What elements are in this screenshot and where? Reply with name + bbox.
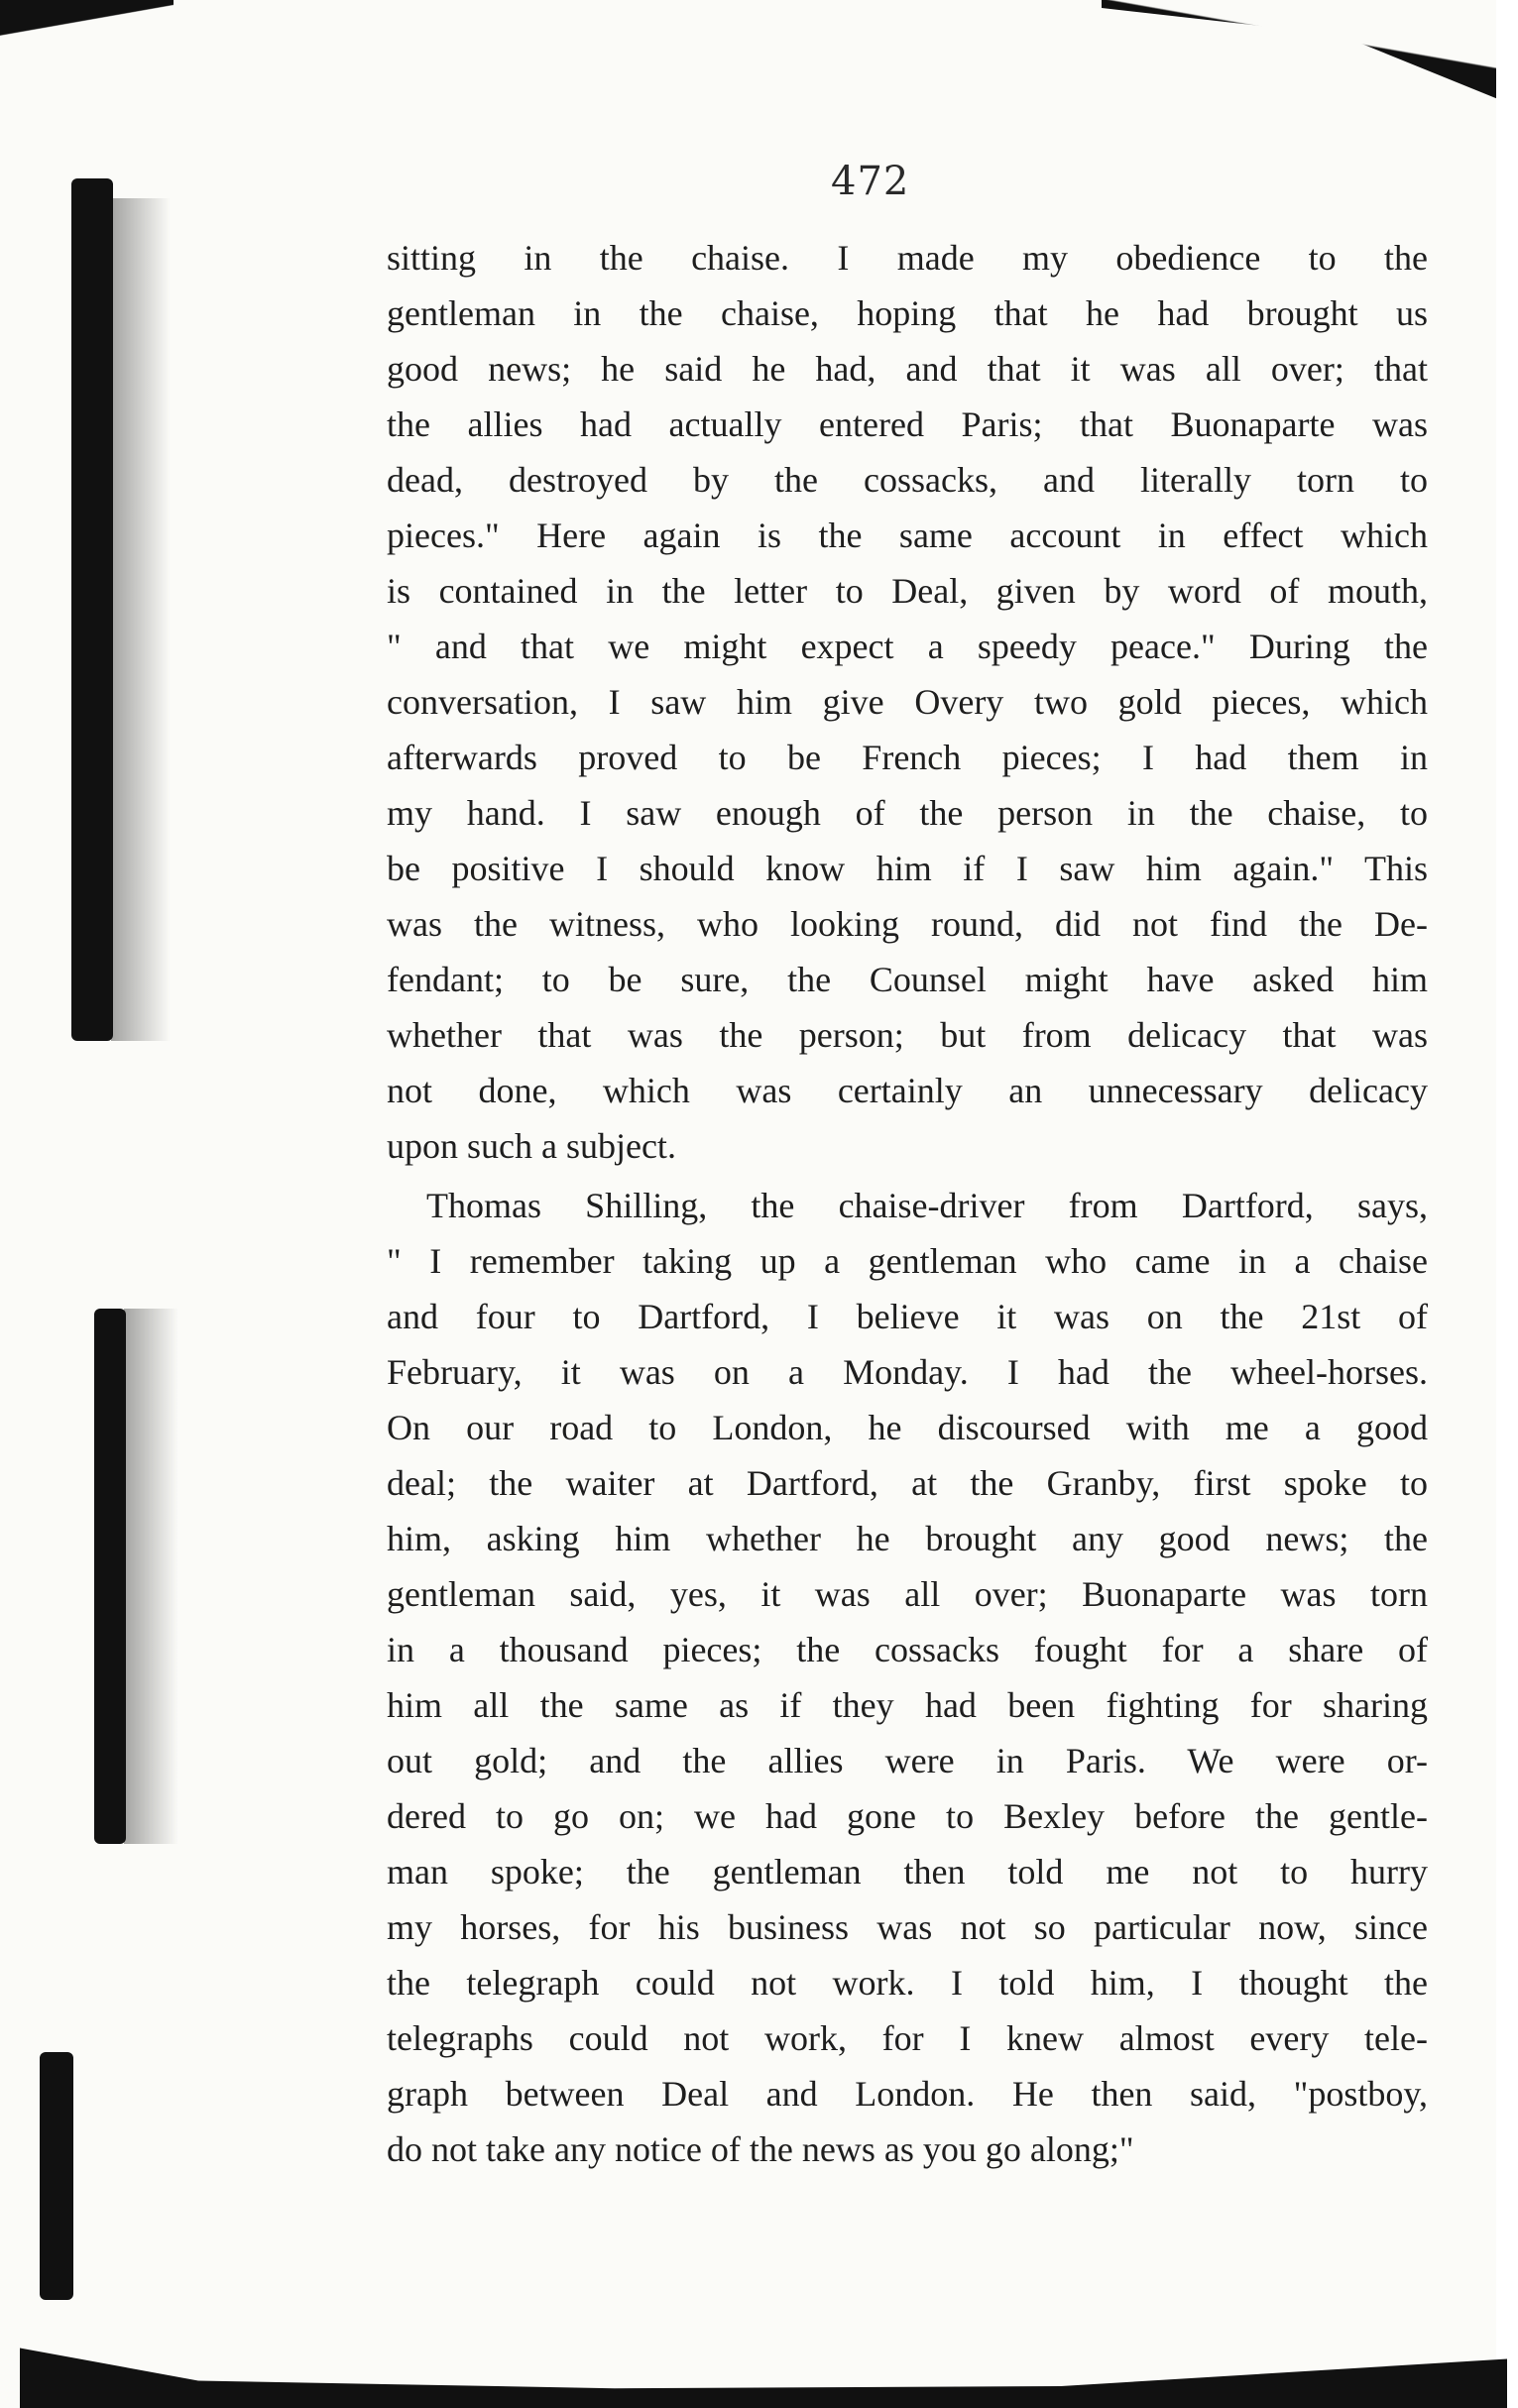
text-line: " I remember taking up a gentleman who came in a chaise <box>387 1241 1428 1281</box>
text-line: On our road to London, he discoursed with me a good <box>387 1408 1428 1447</box>
scan-shadow-left-1 <box>111 198 171 1041</box>
body-text <box>387 230 1428 2177</box>
text-line: gentleman in the chaise, hoping that he had brought us <box>387 293 1428 333</box>
text-line: him all the same as if they had been fighting for sharing <box>387 1685 1428 1725</box>
text-line: my hand. I saw enough of the person in the chaise, to <box>387 793 1428 833</box>
text-line: deal; the waiter at Dartford, at the Granby, first spoke to <box>387 1463 1428 1503</box>
text-line: the telegraph could not work. I told him, I thought the <box>387 1963 1428 2003</box>
text-line: not done, which was certainly an unnecessary delicacy <box>387 1071 1428 1110</box>
paragraph-2 <box>387 1178 1428 2177</box>
text-line: my horses, for his business was not so particular now, since <box>387 1907 1428 1947</box>
text-line: is contained in the letter to Deal, given by word of mouth, <box>387 571 1428 611</box>
text-line: man spoke; the gentleman then told me not to hurry <box>387 1852 1428 1892</box>
scan-edge-top-right <box>1102 0 1498 99</box>
text-line: in a thousand pieces; the cossacks fought for a share of <box>387 1630 1428 1669</box>
text-line: do not take any notice of the news as you go along;" <box>387 2129 1134 2169</box>
scan-binding-bar-2 <box>94 1309 126 1844</box>
text-line: dered to go on; we had gone to Bexley before the gentle- <box>387 1796 1428 1836</box>
scan-edge-bottom <box>20 2299 1507 2408</box>
text-line: upon such a subject. <box>387 1126 676 1166</box>
text-line: afterwards proved to be French pieces; I had them in <box>387 738 1428 777</box>
text-line: out gold; and the allies were in Paris. We were or- <box>387 1741 1428 1780</box>
text-line: whether that was the person; but from delicacy that was <box>387 1015 1428 1055</box>
scan-binding-bar-1 <box>71 178 113 1041</box>
text-line: fendant; to be sure, the Counsel might have asked him <box>387 960 1428 999</box>
text-line: " and that we might expect a speedy peace." During the <box>387 627 1428 666</box>
page-number: 472 <box>831 159 910 204</box>
text-line: him, asking him whether he brought any good news; the <box>387 1519 1428 1558</box>
text-line: pieces." Here again is the same account in effect which <box>387 516 1428 555</box>
text-line: February, it was on a Monday. I had the wheel-horses. <box>387 1352 1428 1392</box>
text-line: conversation, I saw him give Overy two gold pieces, which <box>387 682 1428 722</box>
text-line: Thomas Shilling, the chaise-driver from Dartford, says, <box>426 1186 1428 1225</box>
scan-binding-bar-3 <box>40 2052 73 2300</box>
text-line: graph between Deal and London. He then said, "postboy, <box>387 2074 1428 2114</box>
text-line: dead, destroyed by the cossacks, and literally torn to <box>387 460 1428 500</box>
text-line: the allies had actually entered Paris; that Buonaparte was <box>387 404 1428 444</box>
text-line: and four to Dartford, I believe it was on the 21st of <box>387 1297 1428 1336</box>
text-line: good news; he said he had, and that it was all over; that <box>387 349 1428 389</box>
paragraph-1 <box>387 230 1428 1174</box>
scan-shadow-left-2 <box>124 1309 178 1844</box>
text-line: telegraphs could not work, for I knew almost every tele- <box>387 2018 1428 2058</box>
text-line: be positive I should know him if I saw him again." This <box>387 849 1428 888</box>
scan-edge-right <box>1496 0 1518 2408</box>
text-line: sitting in the chaise. I made my obedience to the <box>387 238 1428 278</box>
scan-edge-top-left <box>0 0 174 69</box>
text-line: was the witness, who looking round, did not find the De- <box>387 904 1428 944</box>
text-line: gentleman said, yes, it was all over; Buonaparte was torn <box>387 1574 1428 1614</box>
